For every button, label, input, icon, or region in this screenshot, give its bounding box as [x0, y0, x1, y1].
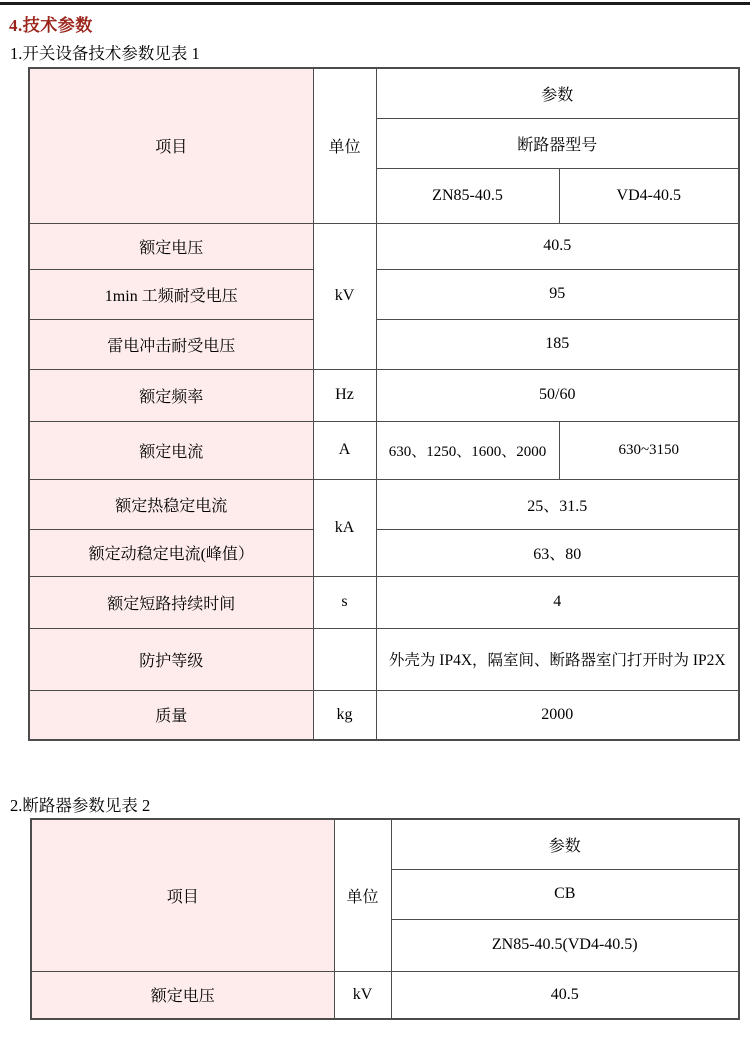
row-label: 额定电流 — [29, 421, 313, 479]
row-label: 额定短路持续时间 — [29, 576, 313, 628]
row-label: 额定热稳定电流 — [29, 479, 313, 529]
th-item: 项目 — [31, 819, 334, 971]
th-breaker-model: 断路器型号 — [376, 118, 739, 168]
row-unit: A — [313, 421, 376, 479]
row-label: 雷电冲击耐受电压 — [29, 319, 313, 369]
page-top-rule — [0, 2, 750, 5]
row-value: 95 — [376, 269, 739, 319]
row-label: 额定电压 — [31, 971, 334, 1019]
row-unit — [313, 628, 376, 690]
th-item: 项目 — [29, 68, 313, 223]
row-value: 40.5 — [391, 971, 739, 1019]
table-row — [29, 68, 739, 118]
th-model-vd4: VD4-40.5 — [559, 168, 739, 223]
row-label: 质量 — [29, 690, 313, 740]
table-row — [29, 223, 739, 269]
row-value: 40.5 — [376, 223, 739, 269]
row-label: 额定动稳定电流(峰值） — [29, 529, 313, 576]
row-value: 63、80 — [376, 529, 739, 576]
row-label: 额定电压 — [29, 223, 313, 269]
row-label: 1min 工频耐受电压 — [29, 269, 313, 319]
th-unit: 单位 — [313, 68, 376, 223]
th-unit: 单位 — [334, 819, 391, 971]
row-value-zn85: 630、1250、1600、2000 — [376, 421, 559, 479]
row-label: 额定频率 — [29, 369, 313, 421]
table-row — [31, 819, 739, 869]
th-model: ZN85-40.5(VD4-40.5) — [391, 919, 739, 971]
table-row — [29, 529, 739, 576]
table-row — [29, 576, 739, 628]
circuit-breaker-parameters-table — [30, 818, 740, 1020]
table-row — [29, 421, 739, 479]
row-label: 防护等级 — [29, 628, 313, 690]
th-model-zn85: ZN85-40.5 — [376, 168, 559, 223]
th-param: 参数 — [391, 819, 739, 869]
table-row — [29, 690, 739, 740]
table-row — [29, 369, 739, 421]
switchgear-parameters-table — [28, 67, 740, 741]
table-row — [29, 628, 739, 690]
row-value-vd4: 630~3150 — [559, 421, 739, 479]
table-row — [31, 971, 739, 1019]
row-value: 25、31.5 — [376, 479, 739, 529]
table1-caption: 1.开关设备技术参数见表 1 — [10, 44, 200, 63]
row-value: 外壳为 IP4X，隔室间、断路器室门打开时为 IP2X — [376, 628, 739, 690]
row-value: 185 — [376, 319, 739, 369]
row-value: 4 — [376, 576, 739, 628]
table2-caption: 2.断路器参数见表 2 — [10, 796, 151, 815]
row-value: 50/60 — [376, 369, 739, 421]
row-unit: kV — [334, 971, 391, 1019]
row-unit: s — [313, 576, 376, 628]
row-unit: Hz — [313, 369, 376, 421]
row-unit: kg — [313, 690, 376, 740]
section-heading: 4.技术参数 — [9, 16, 93, 35]
table-row — [29, 479, 739, 529]
row-value: 2000 — [376, 690, 739, 740]
table-row — [29, 319, 739, 369]
row-unit: kV — [313, 223, 376, 369]
th-cb: CB — [391, 869, 739, 919]
th-param: 参数 — [376, 68, 739, 118]
row-unit: kA — [313, 479, 376, 576]
table-row — [29, 269, 739, 319]
